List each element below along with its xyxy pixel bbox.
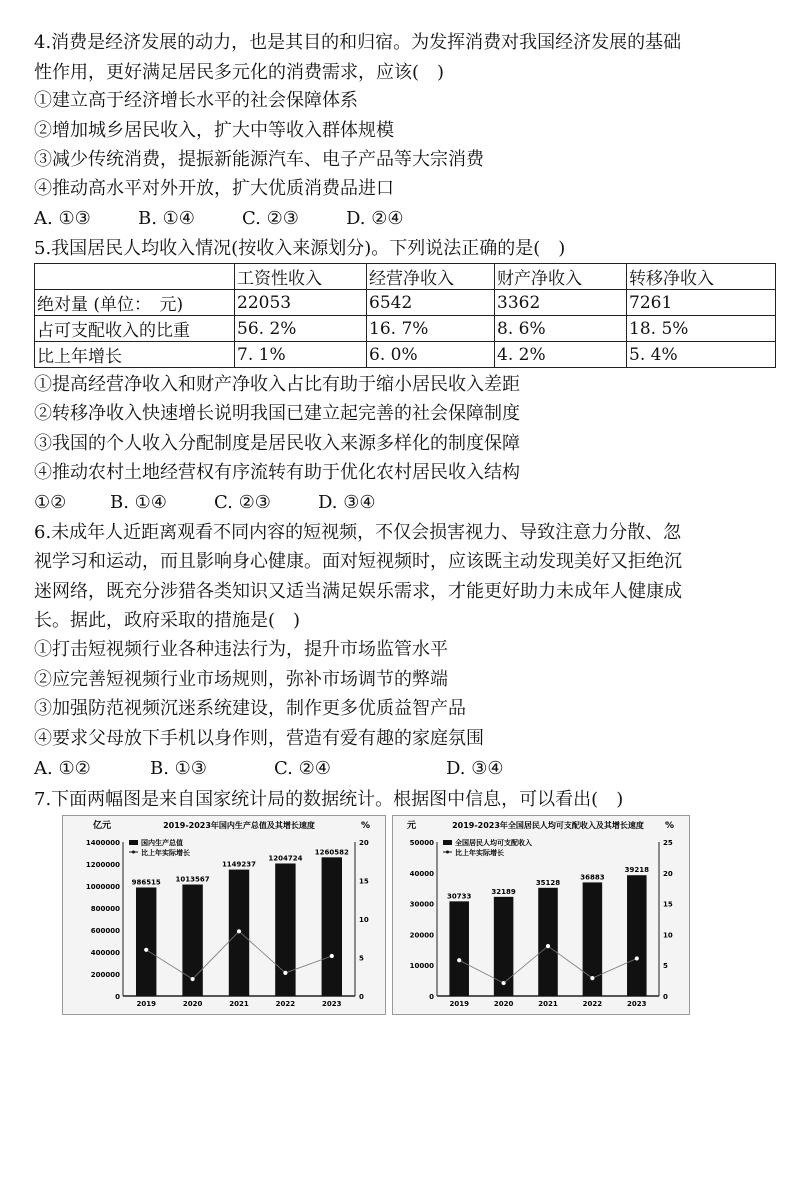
growth-point (546, 945, 549, 948)
y-tick-label: 10000 (409, 962, 434, 971)
q5-options (34, 491, 376, 515)
growth-point (284, 971, 287, 974)
table-cell: 占可支配收入的比重 (35, 316, 235, 342)
table-row (35, 342, 776, 368)
q6-item-1: ①打击短视频行业各种违法行为，提升市场监管水平 (34, 639, 448, 660)
bar (627, 875, 647, 996)
gdp-chart (62, 815, 386, 1015)
y2-tick-label: 25 (663, 839, 673, 847)
chart-title: 2019-2023年全国居民人均可支配收入及其增长速度 (452, 821, 644, 830)
table-cell: 8. 6% (495, 316, 627, 342)
q5-option-b[interactable]: B. ①④ (110, 492, 167, 513)
x-tick-label: 2019 (449, 1000, 469, 1008)
growth-point (458, 959, 461, 962)
y2-tick-label: 5 (359, 954, 364, 963)
q4-item-4: ④推动高水平对外开放，扩大优质消费品进口 (34, 178, 394, 199)
table-cell: 比上年增长 (35, 342, 235, 368)
legend-line-marker (132, 851, 135, 854)
x-tick-label: 2019 (136, 1000, 156, 1008)
table-cell: 5. 4% (627, 342, 776, 368)
q5-stem: 5.我国居民人均收入情况(按收入来源划分)。下列说法正确的是( ) (34, 238, 566, 259)
y-tick-label: 40000 (409, 869, 434, 878)
bar-value-label: 32189 (491, 887, 516, 896)
table-cell: 绝对量 (单位： 元) (35, 290, 235, 316)
q4-stem-line1: 4.消费是经济发展的动力，也是其目的和归宿。为发挥消费对我国经济发展的基础 (34, 32, 682, 53)
x-tick-label: 2020 (493, 1000, 514, 1008)
q4-options (34, 207, 404, 231)
x-tick-label: 2022 (275, 1000, 296, 1008)
growth-point (237, 930, 240, 933)
q4-option-c[interactable]: C. ②③ (242, 208, 299, 229)
q7-stem: 7.下面两幅图是来自国家统计局的数据统计。根据图中信息，可以看出( ) (34, 789, 624, 810)
q6-option-d[interactable]: D. ③④ (446, 758, 504, 779)
q4-option-b[interactable]: B. ①④ (138, 208, 195, 229)
x-tick-label: 2021 (538, 1000, 558, 1008)
legend-bar-swatch (443, 840, 452, 845)
q5-option-d[interactable]: D. ③④ (318, 492, 376, 513)
table-cell: 18. 5% (627, 316, 776, 342)
y-tick-label: 0 (429, 993, 434, 1001)
bar-value-label: 1013567 (175, 875, 210, 884)
growth-point (330, 954, 333, 957)
q6-item-3: ③加强防范视频沉迷系统建设，制作更多优质益智产品 (34, 698, 466, 719)
table-cell: 财产净收入 (495, 264, 627, 290)
q6-item-2: ②应完善短视频行业市场规则，弥补市场调节的弊端 (34, 669, 448, 690)
table-header-row (35, 264, 776, 290)
y-tick-label: 20000 (409, 931, 434, 940)
y2-axis-label: % (361, 821, 371, 831)
y2-axis-label: % (665, 821, 675, 831)
table-cell: 16. 7% (367, 316, 495, 342)
y2-tick-label: 0 (663, 993, 668, 1001)
y2-tick-label: 20 (359, 839, 369, 847)
bar-value-label: 1204724 (268, 854, 303, 863)
table-cell: 6542 (367, 290, 495, 316)
y2-tick-label: 5 (663, 962, 668, 971)
y-tick-label: 400000 (90, 949, 120, 957)
q6-option-a[interactable]: A. ①② (34, 758, 91, 779)
q6-stem-line3: 迷网络，既充分涉猎各类知识又适当满足娱乐需求，才能更好助力未成年人健康成 (34, 581, 682, 602)
q6-stem-line1: 6.未成年人近距离观看不同内容的短视频，不仅会损害视力、导致注意力分散、忽 (34, 522, 682, 543)
bar (538, 888, 558, 996)
legend-line-label: 比上年实际增长 (455, 849, 504, 857)
table-cell: 56. 2% (235, 316, 367, 342)
bar-value-label: 35128 (535, 878, 561, 887)
table-cell: 转移净收入 (627, 264, 776, 290)
y-tick-label: 800000 (90, 905, 120, 913)
growth-point (191, 977, 194, 980)
bar-value-label: 1149237 (221, 860, 257, 869)
y-tick-label: 50000 (409, 839, 434, 847)
q6-stem-line2: 视学习和运动，而且影响身心健康。面对短视频时，应该既主动发现美好又拒绝沉 (34, 551, 682, 572)
q4-item-2: ②增加城乡居民收入，扩大中等收入群体规模 (34, 120, 394, 141)
q4-option-d[interactable]: D. ②④ (346, 208, 404, 229)
q6-stem-line4: 长。据此，政府采取的措施是( ) (34, 610, 301, 631)
growth-point (635, 957, 638, 960)
bar-value-label: 1260582 (314, 848, 349, 857)
chart-title: 2019-2023年国内生产总值及其增长速度 (163, 821, 315, 830)
table-row (35, 316, 776, 342)
y-axis-label: 亿元 (93, 821, 112, 831)
table-cell: 7. 1% (235, 342, 367, 368)
y-tick-label: 1200000 (85, 861, 120, 869)
table-cell: 4. 2% (495, 342, 627, 368)
x-tick-label: 2023 (627, 1000, 647, 1008)
q4-item-3: ③减少传统消费，提振新能源汽车、电子产品等大宗消费 (34, 149, 484, 170)
q6-item-4: ④要求父母放下手机以身作则，营造有爱有趣的家庭氛围 (34, 728, 484, 749)
y2-tick-label: 15 (359, 877, 369, 886)
bar-value-label: 36883 (580, 873, 605, 882)
y2-tick-label: 10 (663, 931, 673, 940)
legend-bar-label: 全国居民人均可支配收入 (455, 839, 532, 847)
growth-point (591, 977, 594, 980)
legend-line-marker (446, 851, 449, 854)
x-tick-label: 2020 (182, 1000, 203, 1008)
q4-item-1: ①建立高于经济增长水平的社会保障体系 (34, 90, 358, 111)
q6-option-b[interactable]: B. ①③ (150, 758, 207, 779)
table-cell: 经营净收入 (367, 264, 495, 290)
income-table (34, 263, 776, 368)
table-cell: 22053 (235, 290, 367, 316)
table-row (35, 290, 776, 316)
q4-option-a[interactable]: A. ①③ (34, 208, 91, 229)
table-cell: 工资性收入 (235, 264, 367, 290)
table-cell (35, 264, 235, 290)
income-chart-svg (393, 816, 689, 1014)
q5-item-3: ③我国的个人收入分配制度是居民收入来源多样化的制度保障 (34, 433, 520, 454)
legend-line-label: 比上年实际增长 (141, 849, 190, 857)
gdp-chart-svg (63, 816, 385, 1014)
x-tick-label: 2022 (582, 1000, 603, 1008)
q5-item-2: ②转移净收入快速增长说明我国已建立起完善的社会保障制度 (34, 403, 520, 424)
y-tick-label: 1000000 (85, 883, 120, 891)
q6-options (34, 757, 504, 781)
growth-point (502, 981, 505, 984)
x-tick-label: 2023 (322, 1000, 342, 1008)
q5-option-a[interactable]: ①② (34, 492, 67, 513)
q5-item-4: ④推动农村土地经营权有序流转有助于优化农村居民收入结构 (34, 462, 520, 483)
y-tick-label: 600000 (90, 927, 120, 935)
bar-value-label: 39218 (624, 866, 649, 875)
table-cell: 7261 (627, 290, 776, 316)
bar (275, 863, 295, 996)
income-chart (392, 815, 690, 1015)
q5-option-c[interactable]: C. ②③ (214, 492, 271, 513)
bar (322, 857, 342, 996)
q5-item-1: ①提高经营净收入和财产净收入占比有助于缩小居民收入差距 (34, 374, 520, 395)
x-tick-label: 2021 (229, 1000, 249, 1008)
y-tick-label: 0 (115, 993, 120, 1001)
y2-tick-label: 20 (663, 869, 673, 878)
table-cell: 3362 (495, 290, 627, 316)
y-tick-label: 30000 (409, 900, 434, 909)
bar-value-label: 30733 (447, 892, 472, 901)
bar (449, 901, 469, 996)
y-axis-label: 元 (407, 821, 417, 831)
table-cell: 6. 0% (367, 342, 495, 368)
q6-option-c[interactable]: C. ②④ (274, 758, 331, 779)
y2-tick-label: 0 (359, 993, 364, 1001)
y-tick-label: 200000 (90, 971, 120, 979)
growth-point (145, 948, 148, 951)
y-tick-label: 1400000 (85, 839, 120, 847)
bar-value-label: 986515 (131, 878, 161, 887)
legend-bar-label: 国内生产总值 (141, 839, 183, 847)
y2-tick-label: 10 (359, 916, 369, 924)
q4-stem-line2: 性作用，更好满足居民多元化的消费需求，应该( ) (34, 62, 445, 83)
bar (136, 887, 156, 996)
y2-tick-label: 15 (663, 900, 673, 909)
legend-bar-swatch (129, 840, 138, 845)
